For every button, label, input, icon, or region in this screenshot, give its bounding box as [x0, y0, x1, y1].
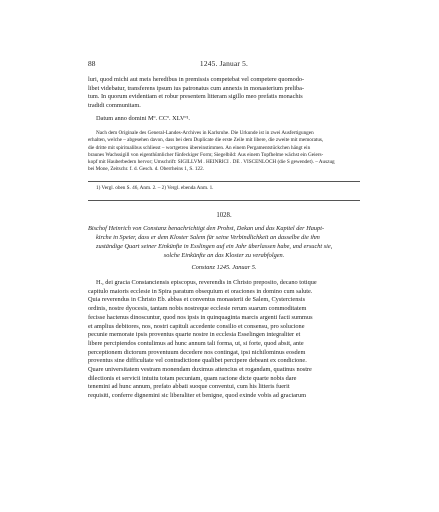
editorial-note — [88, 130, 360, 174]
footnote — [88, 185, 360, 192]
charter-body — [88, 279, 360, 401]
text-line: libet videbatur, transferens ipsum ius patronatus cum annexis in monasterium preliba- — [88, 84, 305, 92]
footnote-rule — [88, 181, 360, 182]
body-line: tenemini ad hunc annum, prefato abbati suoque conventui, cum his litteris fuerit — [88, 383, 290, 391]
regest — [88, 225, 360, 261]
body-line: fecisse hactenus dinoscuntur, quod nos ipsis in quinquaginta marcis argenti facti summus — [88, 313, 313, 321]
body-line: et amplius debitores, nos, nostri capituli accedente consilio et consensu, pro solucione — [88, 322, 305, 330]
text-line: tradidi communitam. — [88, 102, 141, 110]
page-header — [88, 59, 360, 69]
running-title: 1245. Januar 5. — [199, 59, 249, 68]
regest-line: solche Einkünfte an das Kloster zu verabfolgen. — [163, 251, 285, 259]
body-line: Quare universitatem vestram monendam duximus attencius et rogandam, quatinus nostre — [88, 366, 312, 374]
body-line: ordinis, nostre dyocesis, tantam nobis nostreque ecclesie rerum suarum commoditatem — [88, 305, 307, 313]
doc-number-text: 1028. — [216, 212, 232, 219]
note-line: Nach dem Originale des General-Landes-Archives in Karlsruhe. Die Urkunde ist in zwei Ausfertigungen — [96, 130, 314, 136]
body-line: proventus sine difficultate vel contradictione qualibet percipere debeant ex condicione. — [88, 357, 307, 365]
body-line: dilectionis et servicii intuitu totam pecuniam, quam racione dicte quarte nobis dare — [88, 374, 297, 382]
section-rule — [88, 200, 360, 201]
note-line: bei Mone, Zeitschr. f. d. Gesch. d. Oberrheins 1, S. 122. — [88, 166, 204, 173]
footnote-text: 1) Vergl. oben S. 46, Anm. 2. – 2) Vergl. ebenda Anm. 1. — [96, 185, 214, 191]
place-date — [88, 264, 360, 273]
body-line: Quia reverendus in Christo Eb. abbas et conventus monasterii de Salem, Cysterciensis — [88, 296, 306, 304]
text-line: tum. In quorum evidentiam et robur presentem litteram sigillo meo prefatis monachis — [88, 93, 303, 101]
note-line: kopf mit Hauberbedern hervor; Umschrift: SIGILLVM . HEINRICI . DE . VISCENLOCH (die S gewendet). – Auszug — [88, 159, 335, 166]
text-line: luri, quod michi aut meis heredibus in premissis competebat vel competere quomodo- — [88, 76, 305, 83]
page-number: 88 — [88, 59, 96, 68]
note-line: erhalten, welche – abgesehen davon, dass bei dem Duplicate die erste Zeile mit libere, die zweite mit memoratus, — [88, 137, 324, 144]
place-date-text: Constanz 1245. Januar 5. — [191, 264, 257, 271]
regest-line: kirche in Speier, dass er dem Kloster Salem für seine Verbindlichkeit an dasselbe die ihm — [96, 233, 320, 241]
body-line: pecunie memorate ipsis proventus quarte nostre in ecclesia Esselingen integraliter et — [88, 331, 301, 339]
regest-line: Bischof Heinrich von Constanz benachrichtigt den Probst, Dekan und das Kapitel der Haupt- — [88, 225, 325, 232]
datum-line — [96, 115, 360, 124]
body-line: requisiti, conferre dignemini sic liberaliter et benigne, quod exinde vobis ad graciarum — [88, 392, 307, 400]
datum-text: Datum anno domini Mº. CCº. XLVº¹. — [96, 115, 190, 122]
document-number — [88, 212, 360, 221]
body-line: perceptionem dictorum proventuum decedere nos contingat, ipsi nichilominus eosdem — [88, 348, 306, 356]
note-line: braunes Wachssigill von eigenthümlicher fünfeckiger Form; Siegelbild: Aus einem Topfhelme wächst ein Geiers- — [88, 151, 324, 158]
carryover-text — [88, 76, 360, 111]
note-line: die dritte mit spiritualibus schliesst – wortgetreu übereinstimmen. An einem Pergamentstückchen hängt ein — [88, 144, 311, 151]
body-line: libere percipiendos contulimus ad hunc annum tali forma, ut, si forte, quod absit, ante — [88, 339, 304, 347]
regest-line: zuständige Quart seiner Einkünfte in Esslingen auf ein Jahr überlassen habe, und ersucht sie, — [96, 242, 333, 250]
body-line: H., dei gracia Constanciensis episcopus, reverendis in Christo preposito, decano totique — [96, 279, 317, 286]
body-line: capitulo maioris ecclesie in Spira paratum obsequium et oraciones in domino cum salute. — [88, 287, 313, 295]
